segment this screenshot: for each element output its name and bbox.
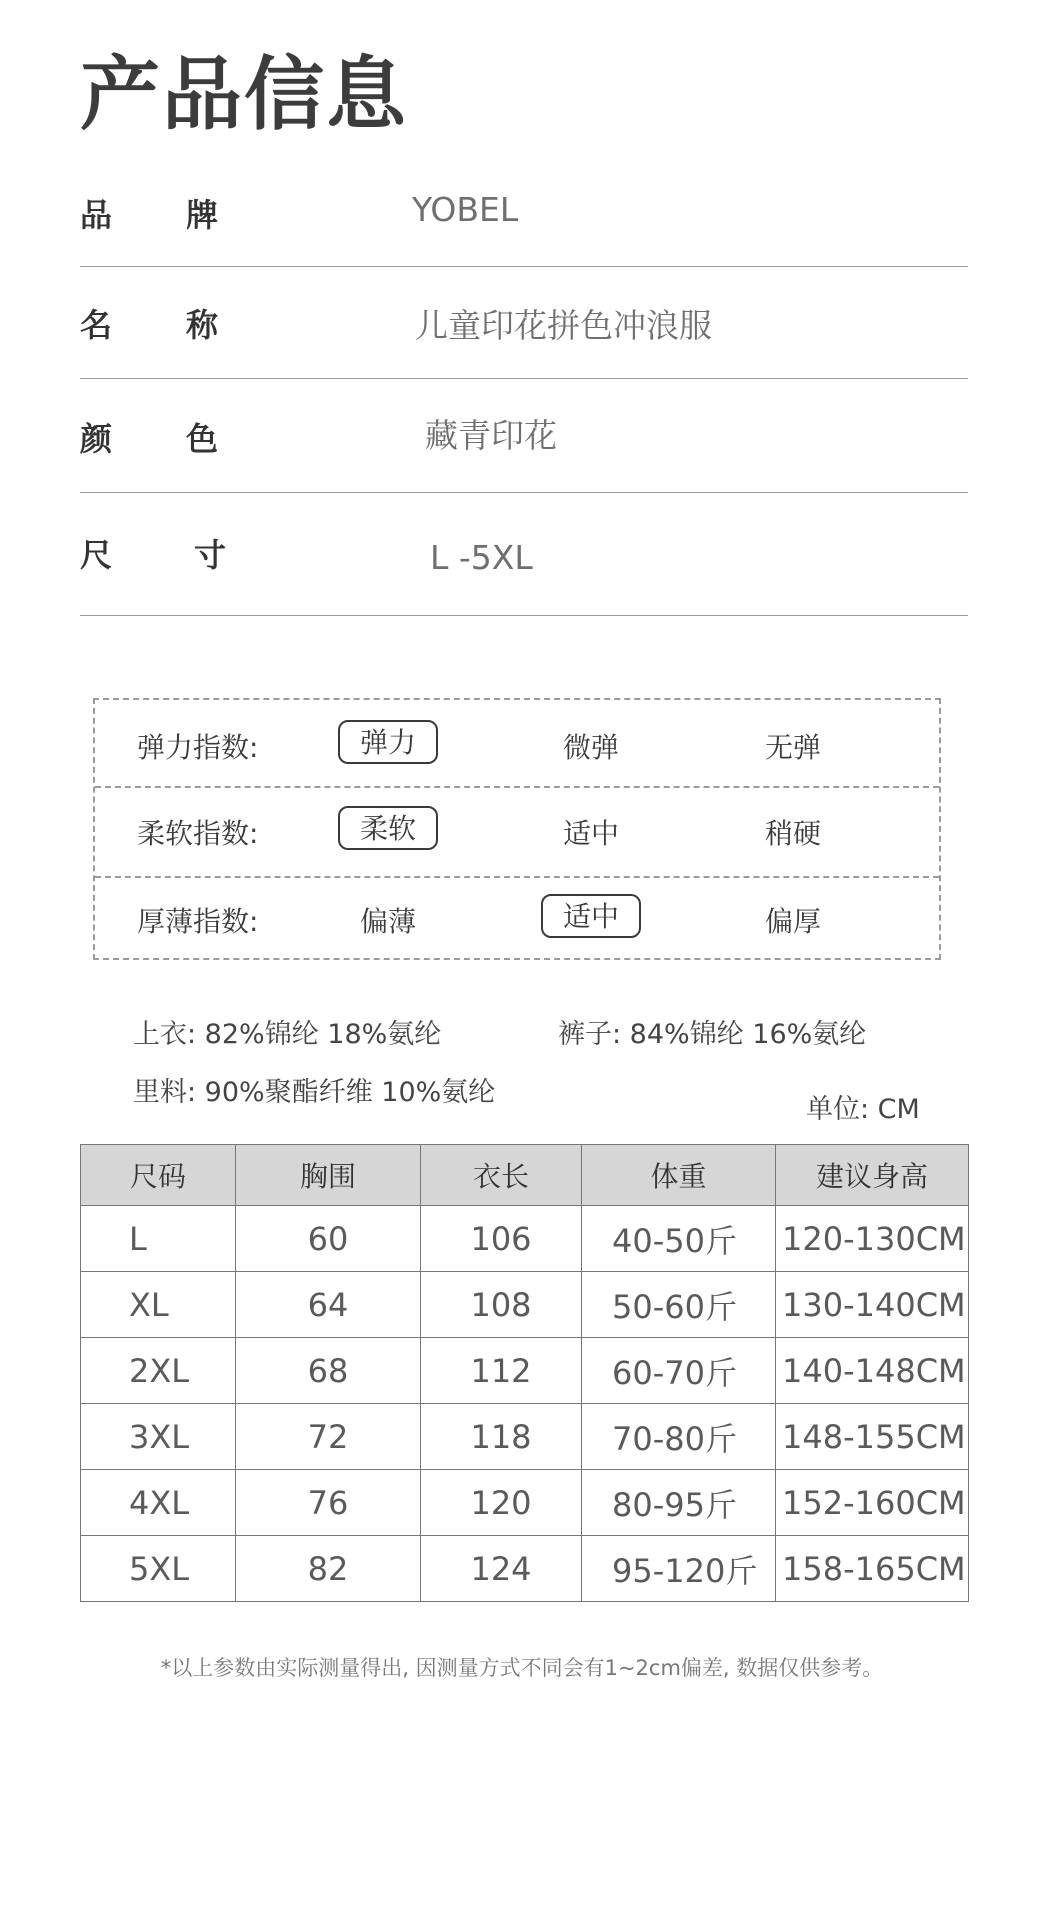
cell-chest: 82 xyxy=(236,1536,421,1602)
table-row xyxy=(81,1206,969,1272)
info-label-color: 颜 色 xyxy=(80,420,219,458)
cell-height: 120-130CM xyxy=(776,1206,969,1272)
unit-label: 单位: CM xyxy=(806,1094,920,1125)
cell-length: 112 xyxy=(421,1338,582,1404)
cell-weight: 80-95斤 xyxy=(582,1470,776,1536)
table-header-row xyxy=(81,1145,969,1206)
index-option-selected: 适中 xyxy=(541,894,641,938)
index-option: 偏薄 xyxy=(359,905,416,938)
cell-size: XL xyxy=(81,1272,236,1338)
info-row-size xyxy=(80,492,968,616)
header-size: 尺码 xyxy=(81,1145,236,1206)
cell-size: 3XL xyxy=(81,1404,236,1470)
size-table xyxy=(80,1144,969,1602)
index-row-softness xyxy=(95,786,939,878)
page-title: 产品信息 xyxy=(80,48,408,141)
info-row-color xyxy=(80,378,968,493)
cell-weight: 70-80斤 xyxy=(582,1404,776,1470)
measurement-note: *以上参数由实际测量得出, 因测量方式不同会有1~2cm偏差, 数据仅供参考。 xyxy=(160,1656,884,1680)
cell-weight: 95-120斤 xyxy=(582,1536,776,1602)
cell-length: 124 xyxy=(421,1536,582,1602)
cell-chest: 60 xyxy=(236,1206,421,1272)
cell-length: 108 xyxy=(421,1272,582,1338)
index-option-selected: 弹力 xyxy=(338,720,438,764)
cell-length: 106 xyxy=(421,1206,582,1272)
cell-length: 120 xyxy=(421,1470,582,1536)
header-chest: 胸围 xyxy=(236,1145,421,1206)
cell-chest: 76 xyxy=(236,1470,421,1536)
cell-weight: 50-60斤 xyxy=(582,1272,776,1338)
cell-chest: 72 xyxy=(236,1404,421,1470)
info-value-name: 儿童印花拼色冲浪服 xyxy=(415,306,712,345)
table-row xyxy=(81,1404,969,1470)
index-option: 适中 xyxy=(562,817,619,850)
header-height: 建议身高 xyxy=(776,1145,969,1206)
index-option-selected: 柔软 xyxy=(338,806,438,850)
cell-height: 152-160CM xyxy=(776,1470,969,1536)
index-label: 柔软指数: xyxy=(137,817,259,850)
cell-size: 2XL xyxy=(81,1338,236,1404)
cell-chest: 68 xyxy=(236,1338,421,1404)
fabric-top: 上衣: 82%锦纶 18%氨纶 xyxy=(133,1019,442,1050)
header-weight: 体重 xyxy=(582,1145,776,1206)
info-label-name: 名 称 xyxy=(80,306,219,344)
info-value-color: 藏青印花 xyxy=(425,416,557,455)
info-row-name xyxy=(80,266,968,379)
cell-weight: 40-50斤 xyxy=(582,1206,776,1272)
index-option: 稍硬 xyxy=(764,817,821,850)
index-label: 弹力指数: xyxy=(137,731,259,764)
fabric-index-box xyxy=(93,698,941,960)
info-label-brand: 品 牌 xyxy=(80,196,219,234)
index-option: 微弹 xyxy=(562,731,619,764)
table-row xyxy=(81,1338,969,1404)
cell-size: L xyxy=(81,1206,236,1272)
header-length: 衣长 xyxy=(421,1145,582,1206)
fabric-lining: 里料: 90%聚酯纤维 10%氨纶 xyxy=(133,1077,496,1108)
index-label: 厚薄指数: xyxy=(137,905,259,938)
cell-weight: 60-70斤 xyxy=(582,1338,776,1404)
info-row-brand xyxy=(80,170,968,267)
cell-chest: 64 xyxy=(236,1272,421,1338)
cell-height: 130-140CM xyxy=(776,1272,969,1338)
index-row-elasticity xyxy=(95,700,939,788)
index-option: 偏厚 xyxy=(764,905,821,938)
fabric-pants: 裤子: 84%锦纶 16%氨纶 xyxy=(558,1019,867,1050)
index-row-thickness xyxy=(95,878,939,960)
cell-height: 148-155CM xyxy=(776,1404,969,1470)
table-row xyxy=(81,1470,969,1536)
cell-height: 158-165CM xyxy=(776,1536,969,1602)
cell-size: 5XL xyxy=(81,1536,236,1602)
info-label-size: 尺 寸 xyxy=(80,536,227,574)
cell-height: 140-148CM xyxy=(776,1338,969,1404)
table-row xyxy=(81,1536,969,1602)
info-value-brand: YOBEL xyxy=(412,190,519,229)
index-option: 无弹 xyxy=(764,731,821,764)
info-value-size: L -5XL xyxy=(430,538,533,577)
cell-length: 118 xyxy=(421,1404,582,1470)
cell-size: 4XL xyxy=(81,1470,236,1536)
table-row xyxy=(81,1272,969,1338)
